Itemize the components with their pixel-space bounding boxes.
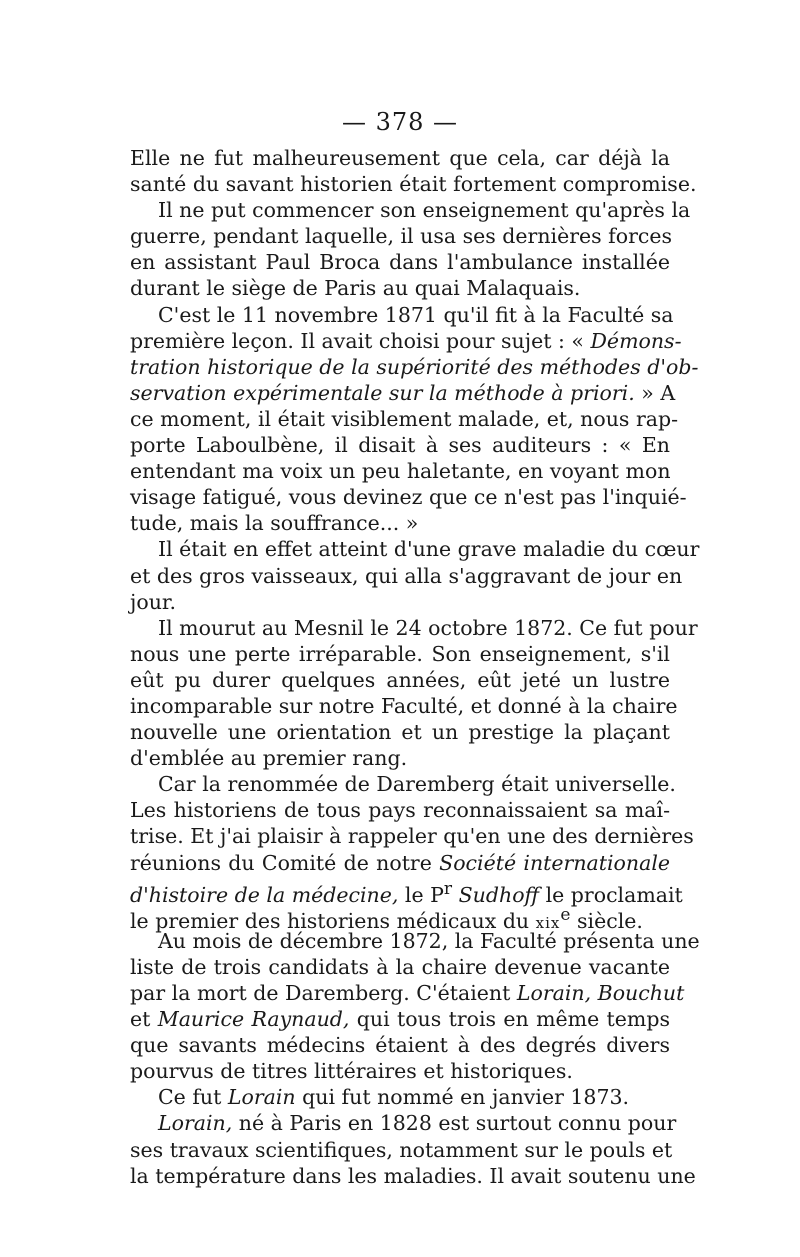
text-line: porte Laboulbène, il disait à ses auditeurs : « En — [130, 433, 670, 458]
text-line: trise. Et j'ai plaisir à rappeler qu'en une des dernières — [130, 824, 694, 849]
text-line: tration historique de la supériorité des méthodes d'ob- — [130, 354, 699, 379]
text-line: incomparable sur notre Faculté, et donné à la chaire — [130, 693, 678, 718]
text-line: guerre, pendant laquelle, il usa ses dernières forces — [130, 224, 673, 249]
text-line: d'histoire de la médecine, le $P^r$ Sudhoff le proclamait — [130, 878, 683, 907]
text-line: et des gros vaisseaux, qui alla s'aggravant de jour en — [130, 563, 683, 588]
text-line: Il était en effet atteint d'une grave maladie du cœur — [158, 537, 700, 562]
text-line: C'est le 11 novembre 1871 qu'il fit à la Faculté sa — [158, 302, 674, 327]
text-line: Elle ne fut malheureusement que cela, car déjà la — [130, 146, 670, 170]
text-line: liste de trois candidats à la chaire devenue vacante — [130, 954, 670, 979]
text-line: visage fatigué, vous devinez que ce n'est pas l'inquié- — [130, 485, 687, 510]
text-line: nouvelle une orientation et un prestige la plaçant — [130, 720, 670, 745]
text-line: Il ne put commencer son enseignement qu'après la — [158, 198, 691, 223]
text-line: nous une perte irréparable. Son enseignement, s'il — [130, 641, 670, 666]
text-line: Ce fut Lorain qui fut nommé en janvier 1873. — [158, 1085, 630, 1110]
text-line: durant le siège de Paris au quai Malaquais. — [130, 276, 581, 301]
text-line: d'emblée au premier rang. — [130, 746, 408, 771]
text-line: ses travaux scientifiques, notamment sur le pouls et — [130, 1137, 673, 1162]
text-line: ce moment, il était visiblement malade, et, nous rap- — [130, 406, 679, 431]
text-line: Au mois de décembre 1872, la Faculté présenta une — [158, 928, 700, 953]
text-line: première leçon. Il avait choisi pour sujet : « Démons- — [130, 328, 682, 353]
text-line: servation expérimentale sur la méthode à priori. » A — [130, 380, 676, 405]
text-line: que savants médecins étaient à des degrés divers — [130, 1033, 670, 1058]
text-line: la température dans les maladies. Il avait soutenu une — [130, 1163, 696, 1188]
text-line: entendant ma voix un peu haletante, en voyant mon — [130, 459, 671, 484]
text-line: par la mort de Daremberg. C'étaient Lorain, Bouchut — [130, 981, 685, 1005]
text-line: Il mourut au Mesnil le 24 octobre 1872. Ce fut pour — [158, 615, 698, 640]
body-text — [130, 145, 700, 1189]
text-line: jour. — [130, 589, 176, 614]
text-line: tude, mais la souffrance... » — [130, 511, 419, 536]
text-line: et Maurice Raynaud, qui tous trois en même temps — [130, 1007, 670, 1032]
text-line: en assistant Paul Broca dans l'ambulance installée — [130, 250, 670, 275]
text-line: santé du savant historien était fortement compromise. — [130, 172, 697, 197]
text-line: réunions du Comité de notre Société internationale — [130, 850, 671, 875]
text-line: eût pu durer quelques années, eût jeté un lustre — [130, 667, 670, 692]
text-line: Car la renommée de Daremberg était universelle. — [158, 772, 676, 797]
text-line: Les historiens de tous pays reconnaissaient sa maî- — [130, 798, 670, 823]
page-number: — 378 — — [341, 108, 459, 136]
text-line: Lorain, né à Paris en 1828 est surtout connu pour — [158, 1111, 677, 1136]
text-line: le premier des historiens médicaux du xix$^e$ siècle. — [130, 904, 643, 933]
text-line: pourvus de titres littéraires et historiques. — [130, 1059, 573, 1084]
